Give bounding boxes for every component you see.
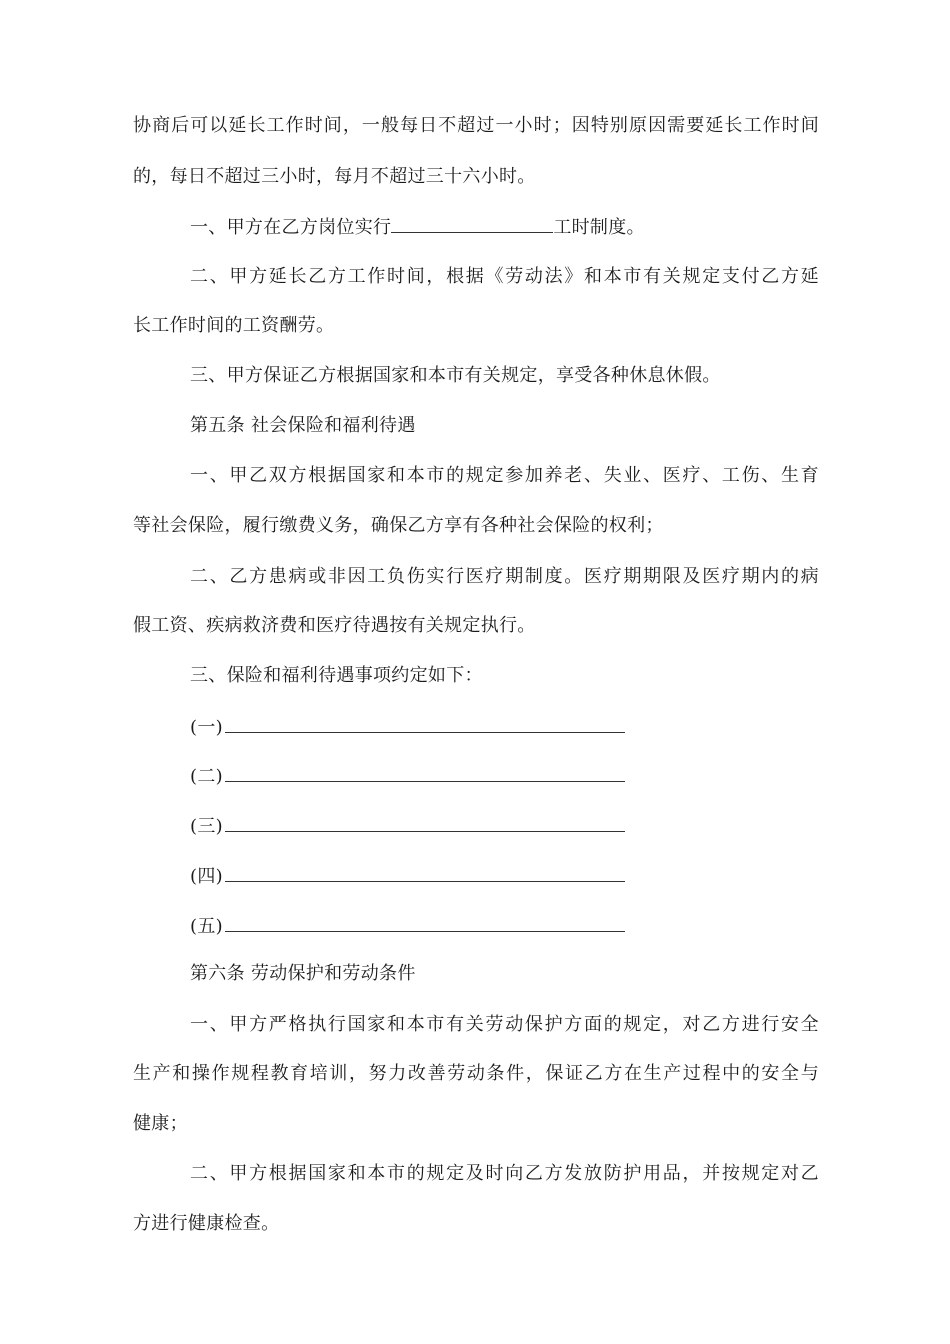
paragraph-line: 三、甲方保证乙方根据国家和本市有关规定，享受各种休息休假。 (190, 365, 721, 386)
paragraph-line: 二、甲方根据国家和本市的规定及时向乙方发放防护用品，并按规定对乙 (190, 1163, 819, 1184)
list-item (190, 913, 625, 939)
paragraph-line: 二、甲方延长乙方工作时间，根据《劳动法》和本市有关规定支付乙方延 (190, 266, 819, 287)
item-number: (三) (190, 816, 223, 837)
paragraph-line: 三、保险和福利待遇事项约定如下： (190, 665, 483, 686)
list-item (190, 763, 625, 789)
list-item (190, 714, 625, 740)
paragraph-line: 健康； (133, 1113, 188, 1134)
clause-text: 一、甲方在乙方岗位实行 (190, 217, 392, 238)
paragraph-line: 一、甲乙双方根据国家和本市的规定参加养老、失业、医疗、工伤、生育 (190, 465, 819, 486)
paragraph-line: 二、乙方患病或非因工负伤实行医疗期制度。医疗期期限及医疗期内的病 (190, 566, 819, 587)
item-number: (四) (190, 866, 223, 887)
item-number: (五) (190, 916, 223, 937)
fill-in-blank (225, 714, 625, 733)
paragraph-line: 方进行健康检查。 (133, 1213, 280, 1234)
paragraph-line: 假工资、疾病救济费和医疗待遇按有关规定执行。 (133, 615, 536, 636)
fill-in-blank (225, 763, 625, 782)
paragraph-line: 生产和操作规程教育培训，努力改善劳动条件，保证乙方在生产过程中的安全与 (133, 1063, 819, 1084)
item-number: (二) (190, 766, 223, 787)
article-heading: 第六条 劳动保护和劳动条件 (190, 963, 416, 984)
paragraph-line: 一、甲方严格执行国家和本市有关劳动保护方面的规定，对乙方进行安全 (190, 1014, 819, 1035)
fill-in-blank (391, 214, 553, 233)
fill-in-blank (225, 813, 625, 832)
item-number: (一) (190, 717, 223, 738)
article-heading: 第五条 社会保险和福利待遇 (190, 415, 416, 436)
list-item (190, 863, 625, 889)
paragraph-line: 的，每日不超过三小时，每月不超过三十六小时。 (133, 166, 536, 187)
list-item (190, 813, 625, 839)
paragraph-line: 等社会保险，履行缴费义务，确保乙方享有各种社会保险的权利； (133, 515, 664, 536)
clause-working-hours (190, 214, 645, 240)
fill-in-blank (225, 913, 625, 932)
paragraph-line: 长工作时间的工资酬劳。 (133, 315, 335, 336)
clause-text: 工时制度。 (553, 217, 645, 238)
fill-in-blank (225, 863, 625, 882)
paragraph-line: 协商后可以延长工作时间，一般每日不超过一小时；因特别原因需要延长工作时间 (133, 115, 819, 136)
